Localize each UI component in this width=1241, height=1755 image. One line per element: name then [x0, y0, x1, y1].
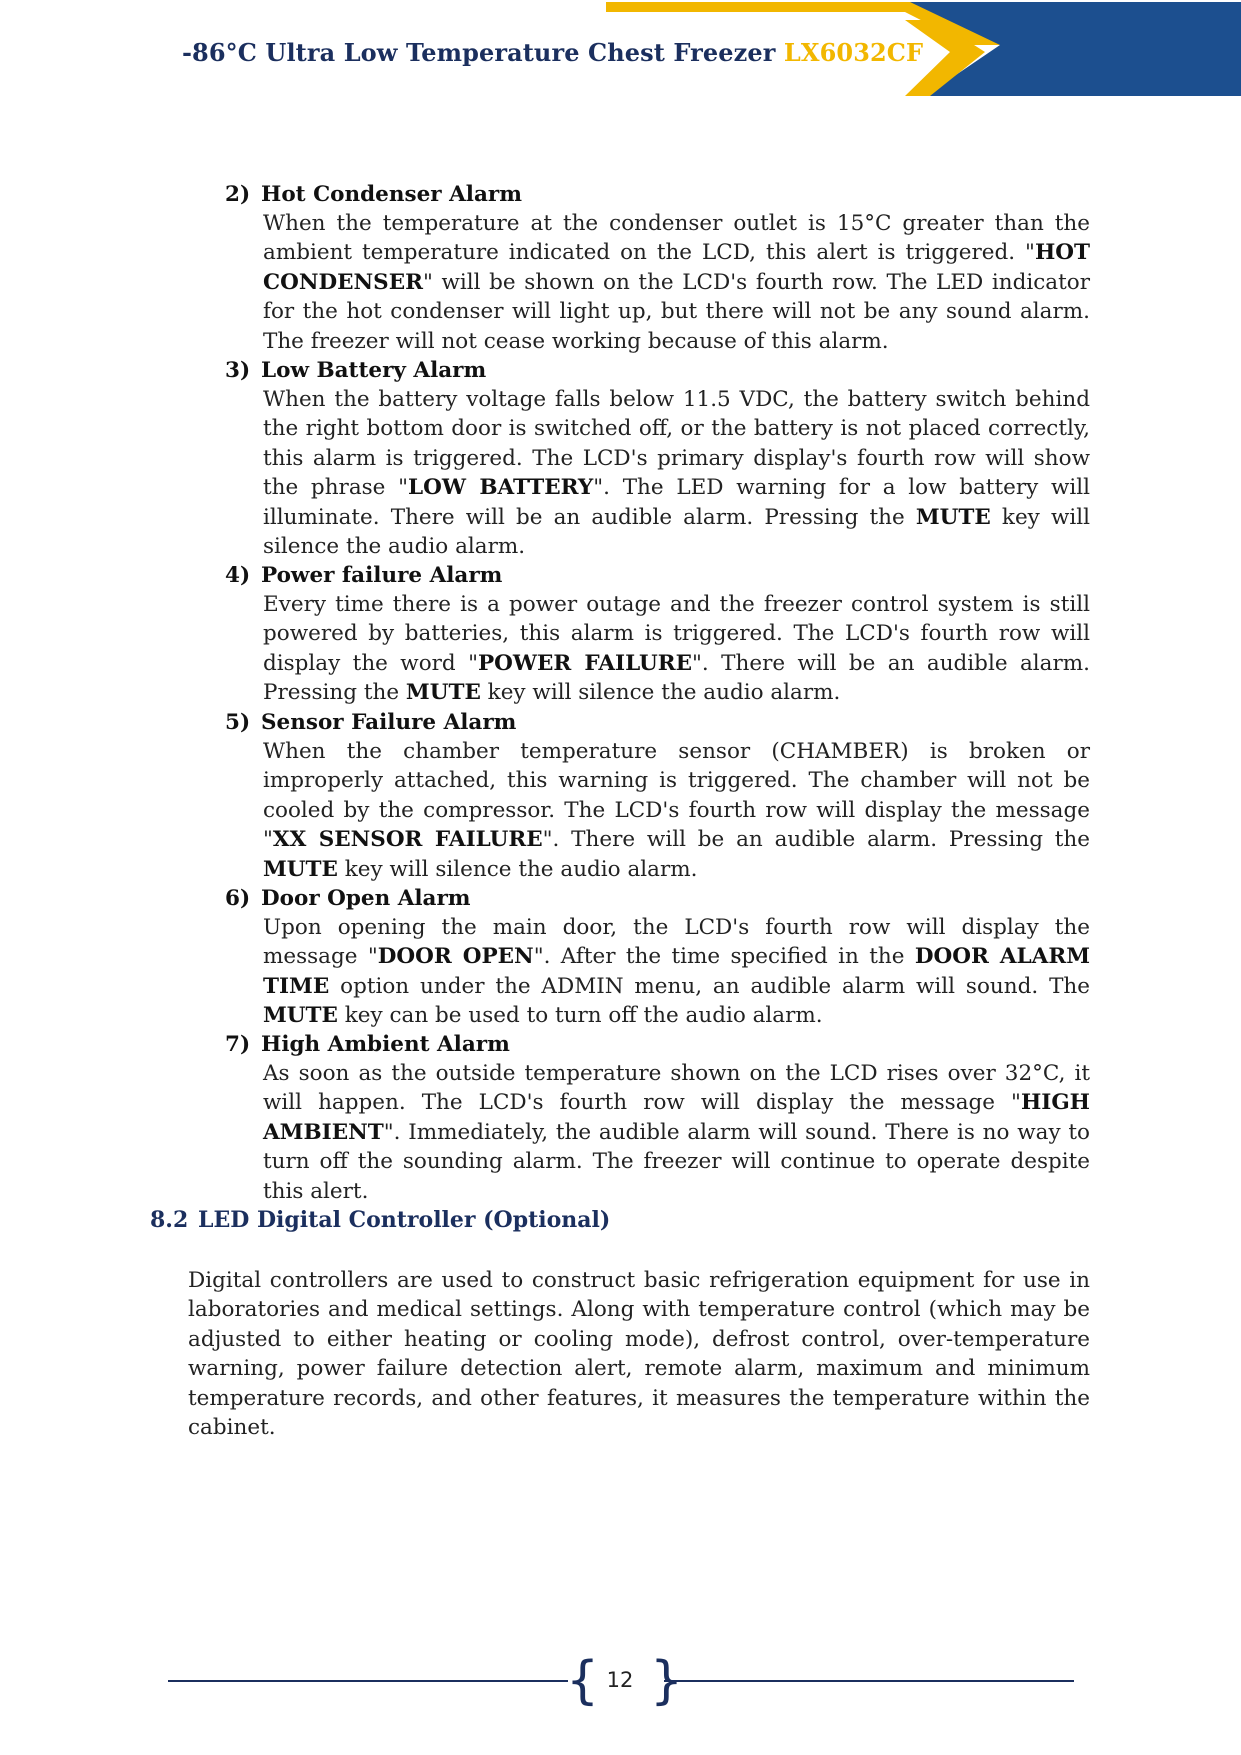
alarm-title-power-failure: 4) Power failure Alarm: [225, 563, 503, 588]
footer-rule-left: [168, 1680, 568, 1682]
footer-rule-right: [664, 1680, 1074, 1682]
section-paragraph: Digital controllers are used to construct basic refrigeration equipment for use in laboratories and medical settings. Along with temperature control (which may be adjusted to either heating or cooling mode), defrost control, over-temperature warning, power failure detection alert, remote alarm, maximum and minimum temperature records, and other features, it measures the temperature within the cabinet.: [188, 1268, 1090, 1441]
alarm-body-sensor-failure: When the chamber temperature sensor (CHAMBER) is broken or improperly attached, this warning is triggered. The chamber will not be cooled by the compressor. The LCD's fourth row will display the message "XX SENSOR FAILURE". There will be an audible alarm. Pressing the MUTE key will silence the audio alarm.: [263, 739, 1090, 882]
alarm-body-hot-condenser: When the temperature at the condenser outlet is 15°C greater than the ambient temperature indicated on the LCD, this alert is triggered. "HOT CONDENSER" will be shown on the LCD's fourth row. The LED indicator for the hot condenser will light up, but there will not be any sound alarm. The freezer will not cease working because of this alarm.: [263, 211, 1090, 354]
alarm-body-low-battery: When the battery voltage falls below 11.5 VDC, the battery switch behind the right bottom door is switched off, or the battery is not placed correctly, this alarm is triggered. The LCD's primary display's fourth row will show the phrase "LOW BATTERY". The LED warning for a low battery will illuminate. There will be an audible alarm. Pressing the MUTE key will silence the audio alarm.: [263, 387, 1090, 560]
page-number: 12: [606, 1668, 634, 1692]
footer-brace-left: {: [566, 1651, 600, 1711]
alarm-title-door-open: 6) Door Open Alarm: [225, 886, 471, 911]
alarm-body-high-ambient: As soon as the outside temperature shown on the LCD rises over 32°C, it will happen. The LCD's fourth row will display the message "HIGH AMBIENT". Immediately, the audible alarm will sound. There is no way to turn off the sounding alarm. The freezer will continue to operate despite this alert.: [263, 1061, 1090, 1204]
alarm-body-door-open: Upon opening the main door, the LCD's fourth row will display the message "DOOR OPEN". After the time specified in the DOOR ALARM TIME option under the ADMIN menu, an audible alarm will sound. The MUTE key can be used to turn off the audio alarm.: [263, 915, 1090, 1029]
section-heading: 8.2 LED Digital Controller (Optional): [150, 1207, 611, 1233]
footer-brace-right: }: [650, 1651, 684, 1711]
model-number: LX6032CF: [783, 38, 924, 67]
alarm-title-sensor-failure: 5) Sensor Failure Alarm: [225, 710, 517, 735]
alarm-title-low-battery: 3) Low Battery Alarm: [225, 358, 487, 383]
alarm-title-hot-condenser: 2) Hot Condenser Alarm: [225, 182, 522, 207]
alarm-title-high-ambient: 7) High Ambient Alarm: [225, 1032, 510, 1057]
document-title-text: -86°C Ultra Low Temperature Chest Freezer: [182, 38, 776, 67]
document-title: [182, 38, 923, 67]
alarm-body-power-failure: Every time there is a power outage and the freezer control system is still powered by batteries, this alarm is triggered. The LCD's fourth row will display the word "POWER FAILURE". There will be an audible alarm. Pressing the MUTE key will silence the audio alarm.: [263, 592, 1090, 706]
